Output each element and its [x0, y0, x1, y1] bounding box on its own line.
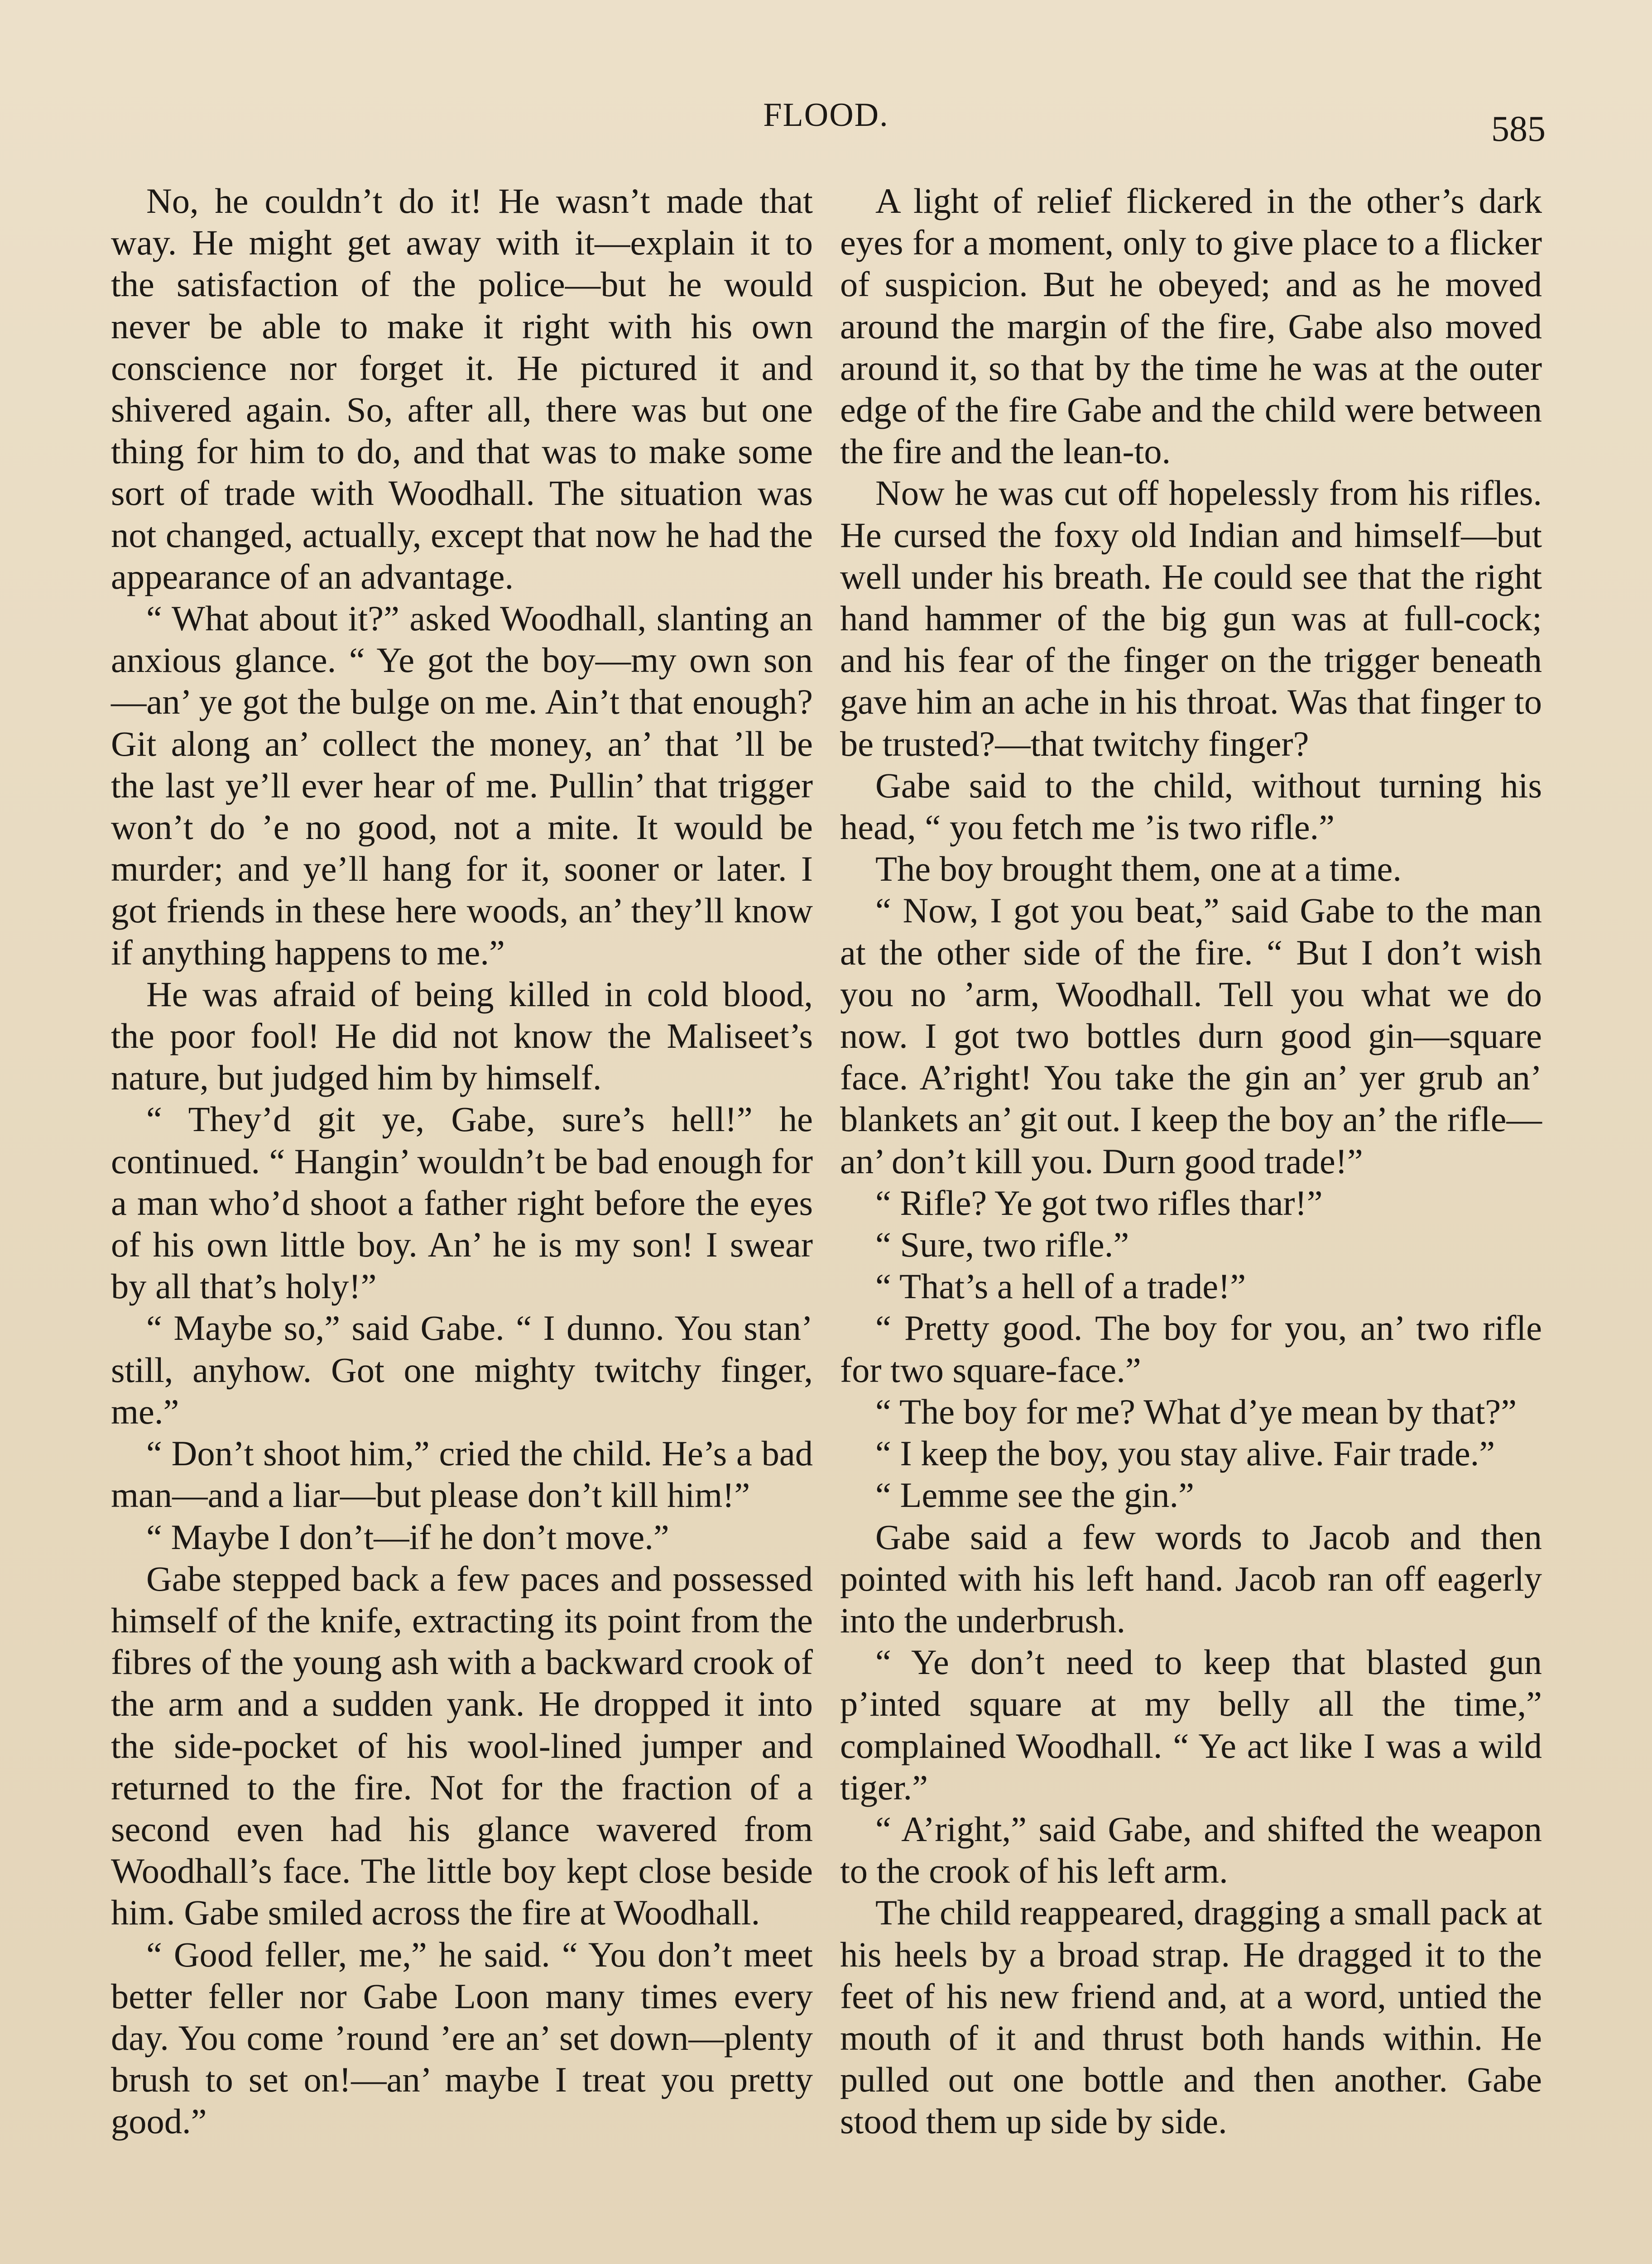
paragraph: “ Maybe so,” said Gabe. “ I dunno. You stan’ still, anyhow. Got one mighty twitchy finger, me.” — [111, 1308, 813, 1431]
paragraph: “ Ye don’t need to keep that blasted gun p’inted square at my belly all the time,” complained Woodhall. “ Ye act like I was a wild tiger.” — [840, 1642, 1542, 1807]
paragraph: “ Sure, two rifle.” — [875, 1225, 1129, 1265]
paragraph: “ A’right,” said Gabe, and shifted the weapon to the crook of his left arm. — [840, 1809, 1542, 1891]
right-text-column — [840, 180, 1542, 2143]
paragraph: “ Rifle? Ye got two rifles thar!” — [875, 1183, 1323, 1223]
paragraph: “ Pretty good. The boy for you, an’ two rifle for two square-face.” — [840, 1308, 1542, 1390]
left-text-column — [111, 180, 813, 2143]
paragraph: The boy brought them, one at a time. — [875, 849, 1402, 889]
paragraph: “ What about it?” asked Woodhall, slanting an anxious glance. “ Ye got the boy—my own son—an’ ye got the bulge on me. Ain’t that enough? Git along an’ collect the money, an’ that ’ll be the last ye’ll ever hear of me. Pullin’ that trigger won’t do ’e no good, not a mite. It would be murder; and ye’ll hang for it, sooner or later. I got friends in these here woods, an’ they’ll know if anything happens to me.” — [111, 599, 813, 972]
paragraph: Now he was cut off hopelessly from his rifles. He cursed the foxy old Indian and himself—but well under his breath. He could see that the right hand hammer of the big gun was at full-cock; and his fear of the finger on the trigger beneath gave him an ache in his throat. Was that finger to be trusted?—that twitchy finger? — [840, 473, 1542, 763]
paragraph: “ Now, I got you beat,” said Gabe to the man at the other side of the fire. “ But I don’t wish you no ’arm, Woodhall. Tell you what we do now. I got two bottles durn good gin—square face. A’right! You take the gin an’ yer grub an’ blankets an’ git out. I keep the boy an’ the rifle—an’ don’t kill you. Durn good trade!” — [840, 891, 1542, 1181]
paragraph: “ Maybe I don’t—if he don’t move.” — [146, 1517, 669, 1557]
paragraph: Gabe said to the child, without turning his head, “ you fetch me ’is two rifle.” — [840, 765, 1542, 847]
running-title: FLOOD. — [763, 96, 889, 134]
paragraph: “ They’d git ye, Gabe, sure’s hell!” he continued. “ Hangin’ wouldn’t be bad enough for a man who’d shoot a father right before the eyes of his own little boy. An’ he is my son! I swear by all that’s holy!” — [111, 1099, 813, 1306]
paragraph: “ Don’t shoot him,” cried the child. He’s a bad man—and a liar—but please don’t kill him!” — [111, 1434, 813, 1515]
paragraph: He was afraid of being killed in cold blood, the poor fool! He did not know the Maliseet’s nature, but judged him by himself. — [111, 974, 813, 1098]
paragraph: “ Lemme see the gin.” — [875, 1475, 1195, 1515]
paragraph: The child reappeared, dragging a small pack at his heels by a broad strap. He dragged it to the feet of his new friend and, at a word, untied the mouth of it and thrust both hands within. He pulled out one bottle and then another. Gabe stood them up side by side. — [840, 1893, 1542, 2141]
paragraph: “ Good feller, me,” he said. “ You don’t meet better feller nor Gabe Loon many times every day. You come ’round ’ere an’ set down—plenty brush to set on!—an’ maybe I treat you pretty good.” — [111, 1934, 813, 2141]
paragraph: Gabe stepped back a few paces and possessed himself of the knife, extracting its point from the fibres of the young ash with a backward crook of the arm and a sudden yank. He dropped it into the side-pocket of his wool-lined jumper and returned to the fire. Not for the fraction of a second even had his glance wavered from Woodhall’s face. The little boy kept close beside him. Gabe smiled across the fire at Woodhall. — [111, 1559, 813, 1933]
paragraph: No, he couldn’t do it! He wasn’t made that way. He might get away with it—explain it to the satisfaction of the police—but he would never be able to make it right with his own conscience nor forget it. He pictured it and shivered again. So, after all, there was but one thing for him to do, and that was to make some sort of trade with Woodhall. The situation was not changed, actually, except that now he had the appearance of an advantage. — [111, 181, 813, 596]
paragraph: A light of relief flickered in the other’s dark eyes for a moment, only to give place to a flicker of suspicion. But he obeyed; and as he moved around the margin of the fire, Gabe also moved around it, so that by the time he was at the outer edge of the fire Gabe and the child were between the fire and the lean-to. — [840, 181, 1542, 471]
page-number: 585 — [1491, 109, 1546, 149]
paragraph: “ That’s a hell of a trade!” — [875, 1266, 1246, 1306]
paragraph: “ The boy for me? What d’ye mean by that?” — [875, 1391, 1517, 1431]
paragraph: Gabe said a few words to Jacob and then pointed with his left hand. Jacob ran off eagerly into the underbrush. — [840, 1517, 1542, 1640]
paragraph: “ I keep the boy, you stay alive. Fair trade.” — [875, 1434, 1495, 1473]
